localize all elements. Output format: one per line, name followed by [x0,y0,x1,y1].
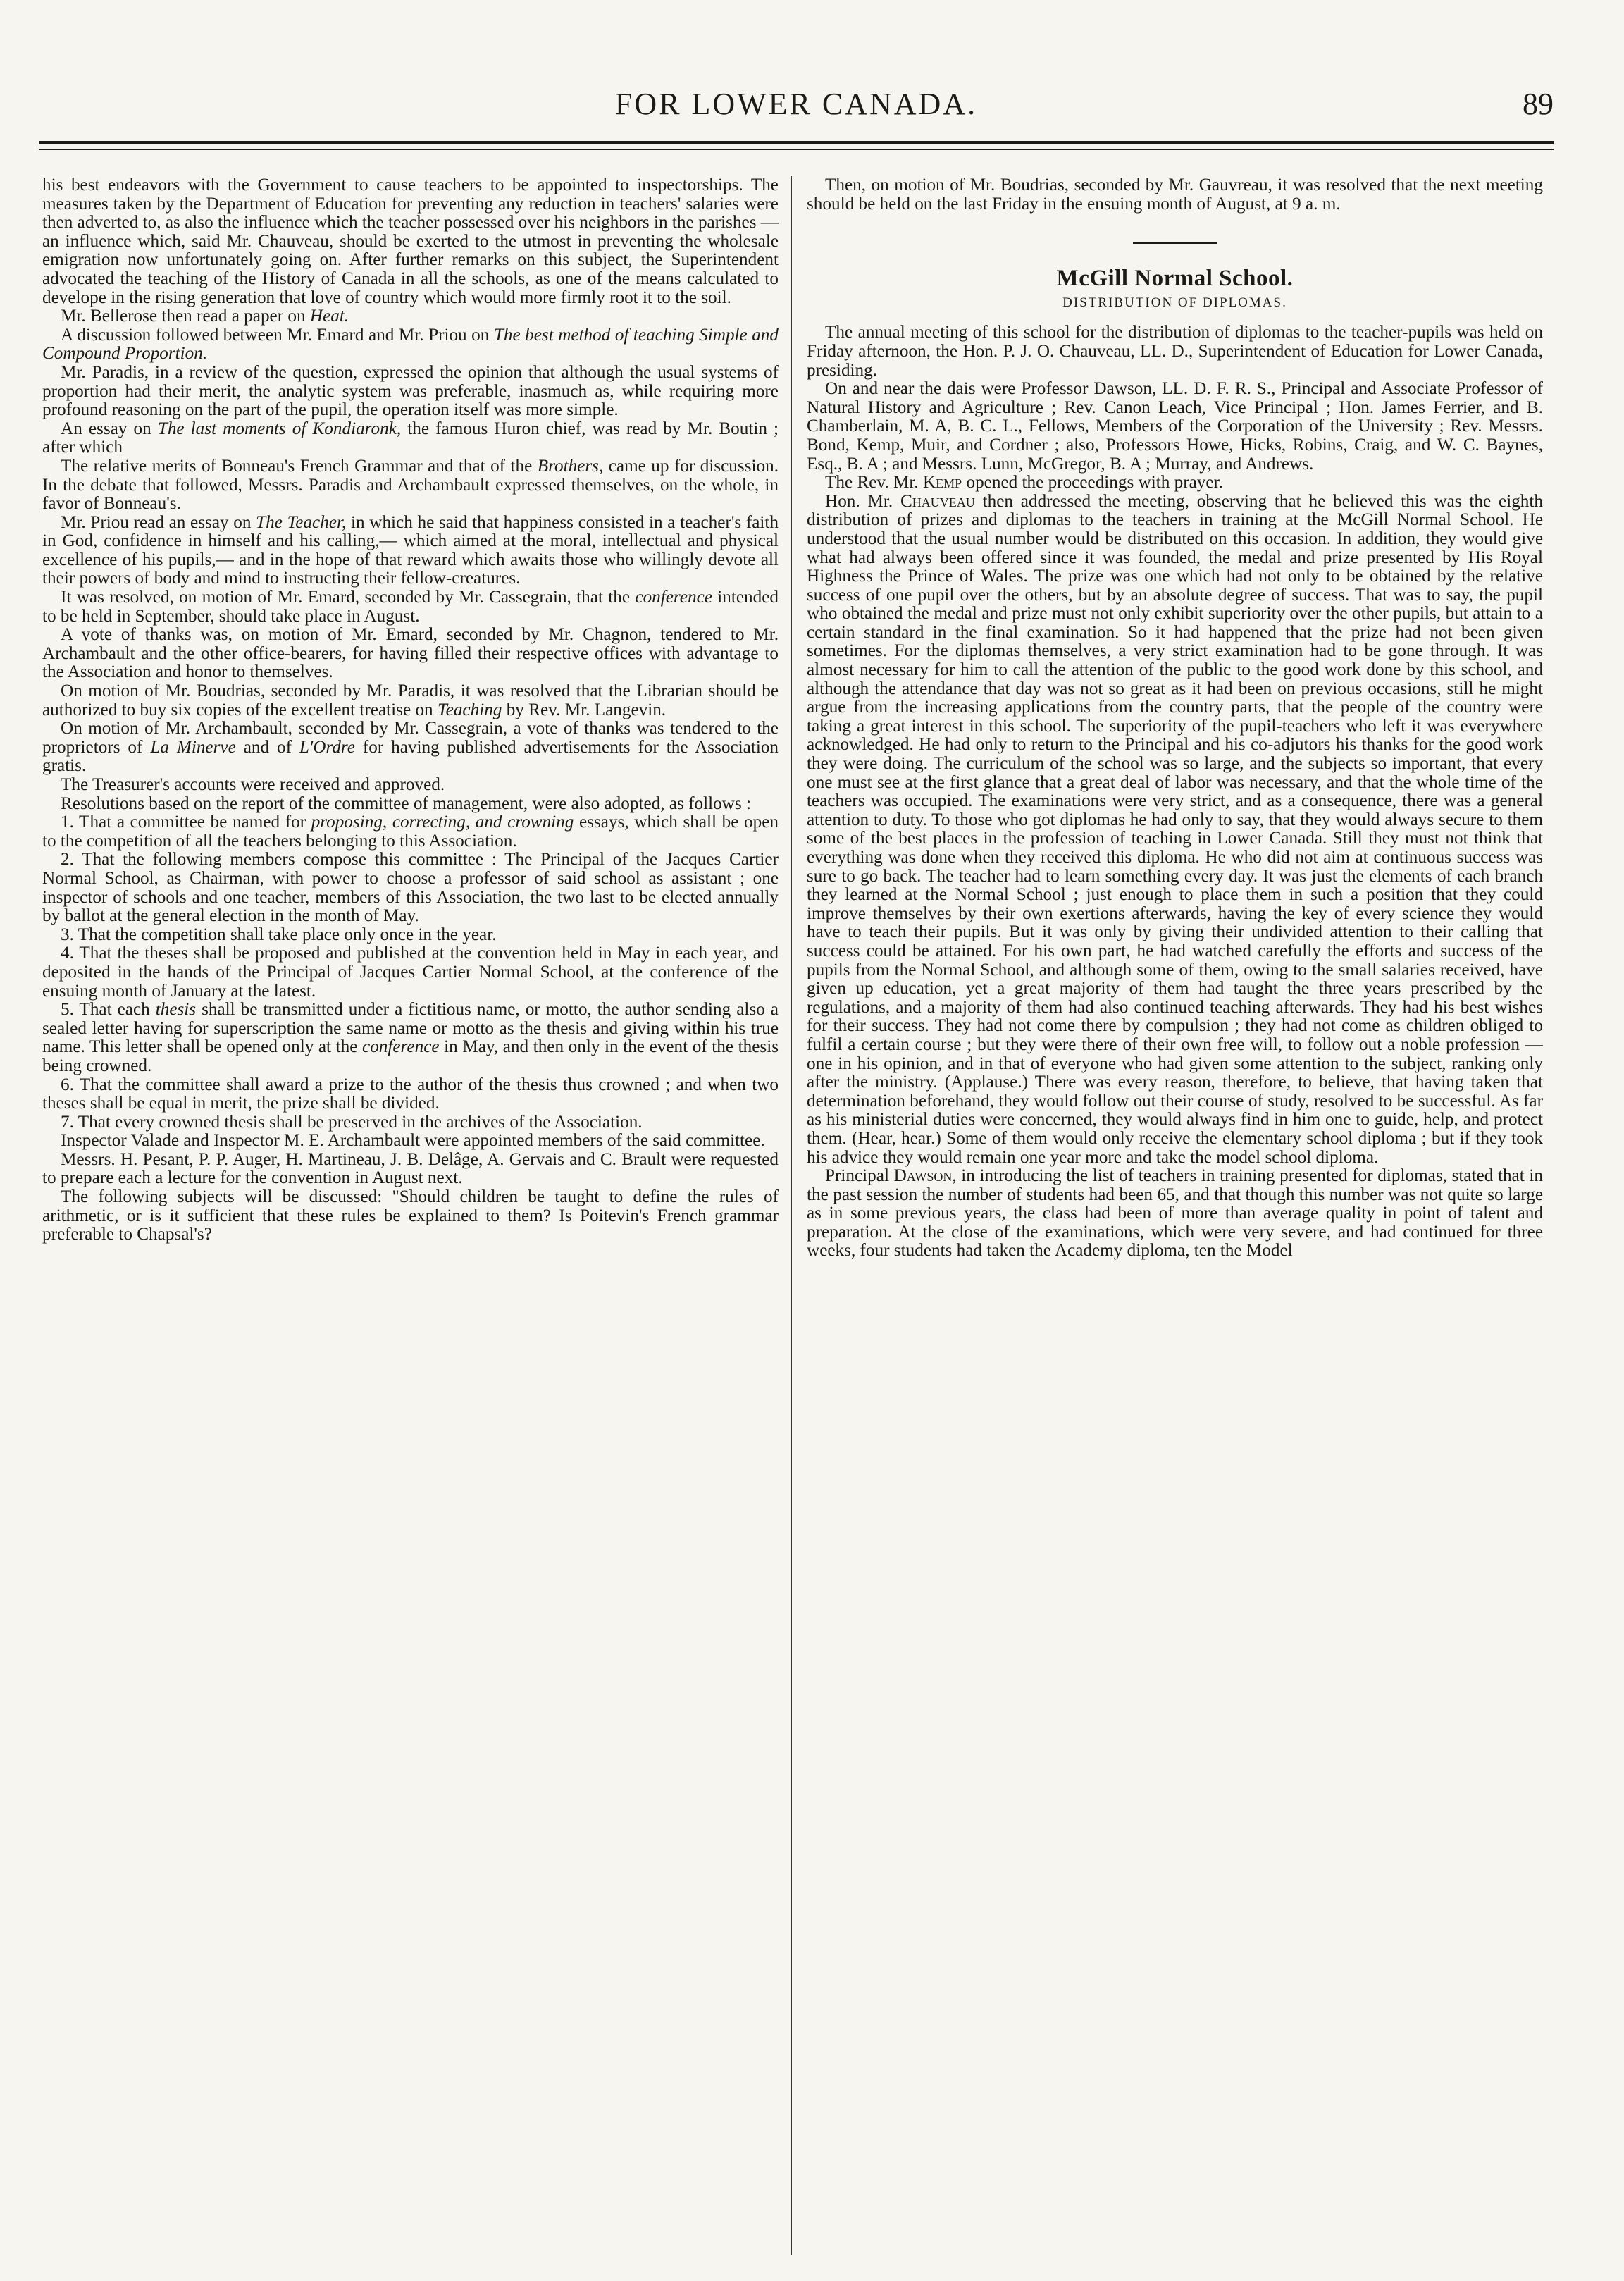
paragraph: A discussion followed between Mr. Emard and Mr. Priou on The best method of teaching Simple and Compound Proportion. [42,325,779,364]
paragraph: Mr. Priou read an essay on The Teacher, in which he said that happiness consisted in a teacher's faith in God, confidence in himself and his calling,— which aimed at the moral, intellectual and physical excellence of his pupils,— and in the hope of that reward which awaits those who willingly devote all their powers of body and mind to instructing their fellow-creatures. [42,512,779,588]
left-column [42,176,779,2255]
paragraph: An essay on The last moments of Kondiaronk, the famous Huron chief, was read by Mr. Boutin ; after which [42,419,779,457]
section-title: McGill Normal School. [1056,266,1294,292]
paragraph: Hon. Mr. Chauveau then addressed the meeting, observing that he believed this was the eighth distribution of prizes and diplomas to the teachers in training at the McGill Normal School. He understood that the usual number would be distributed on this occasion. In addition, they would give what had always been offered since it was founded, the medal and prize presented by His Royal Highness the Prince of Wales. The prize was one which had not only to be obtained by the relative success of one pupil over the others, but by an absolute degree of success. That was to say, the pupil who obtained the medal and prize must not only exhibit superiority over the other pupils, but attain to a certain standard in the final examination. So it had happened that the prize had not been given sometimes. For the diplomas themselves, a very strict examination had to be gone through. It was almost necessary for him to call the attention of the public to the good work done by this school, and although the attendance that day was not so great as it had been on previous occasions, still he might argue from the increasing applications from the country parts, that the people of the country were taking a great interest in this school. The superiority of the pupil-teachers who left it was everywhere acknowledged. He had only to return to the Principal and his co-adjutors his thanks for the good work they were doing. The curriculum of the school was so large, and the subjects so important, that every one must see at the first glance that a great deal of labor was necessary, and that the whole time of the teachers was occupied. The examinations were very strict, and as a consequence, there was a general attention to duty. To those who got diplomas he had only to say, that they would always secure to them some of the best places in the profession of teaching in Lower Canada. Still they must not think that everything was done when they received this diploma. He who did not aim at continuous success was sure to go back. The teacher had to learn something every day. It was just the elements of each branch they learned at the Normal School ; just enough to place them in such a position that they could improve themselves by their own exertions afterwards, having the key of every science they would have to teach their pupils. But it was only by giving their undivided attention to their calling that success could be attained. For his own part, he had watched carefully the efforts and success of the pupils from the Normal School, and although some of them, owing to the small salaries received, have given up education, yet a great majority of them had taught the three years prescribed by the regulations, and a majority of them had also continued teaching afterwards. They had his best wishes for their success. They had not come there by compulsion ; they had not come as children obliged to fulfil a certain course ; but they were there of their own free will, to follow out a noble profession —one in his opinion, and in that of everyone who had given some attention to the subject, ranking only after the ministry. (Applause.) There was every reason, therefore, to believe, that having taken that determination beforehand, they would follow out their course of study, resolved to be successful. As far as his ministerial duties were concerned, they would always find in him one to guide, help, and protect them. (Hear, hear.) Some of them would only receive the elementary school diploma ; but if they took his advice they would remain one year more and take the model school diploma. [807,491,1543,1167]
running-header [39,78,1554,134]
resolution-item: 1. That a committee be named for proposing, correcting, and crowning essays, which shall be open to the competition of all the teachers belonging to this Association. [42,812,779,851]
resolution-item: 6. That the committee shall award a prize to the author of the thesis thus crowned ; and when two theses shall be equal in merit, the prize shall be divided. [42,1075,779,1113]
paragraph: The annual meeting of this school for the distribution of diplomas to the teacher-pupils was held on Friday afternoon, the Hon. P. J. O. Chauveau, LL. D., Superintendent of Education for Lower Canada, presiding. [807,323,1543,380]
header-rule-thin [39,149,1554,150]
paragraph: Resolutions based on the report of the committee of management, were also adopted, as follows : [61,793,751,813]
resolution-item: 3. That the competition shall take place only once in the year. [61,925,497,944]
paragraph: Inspector Valade and Inspector M. E. Archambault were appointed members of the said committee. [61,1131,765,1151]
paragraph: Then, on motion of Mr. Boudrias, seconded by Mr. Gauvreau, it was resolved that the next meeting should be held on the last Friday in the ensuing month of August, at 9 a. m. [807,176,1543,214]
section-separator [1133,242,1217,244]
paragraph: Mr. Paradis, in a review of the question, expressed the opinion that although the usual systems of proportion had their merit, the analytic system was preferable, inasmuch as, while requiring more profound reasoning on the part of the pupil, the operation itself was more simple. [42,362,779,420]
header-rule-thick [39,141,1554,144]
paragraph: The relative merits of Bonneau's French Grammar and that of the Brothers, came up for discussion. In the debate that followed, Messrs. Paradis and Archambault expressed themselves, on the whole, in favor of Bonneau's. [42,456,779,514]
paragraph: Messrs. H. Pesant, P. P. Auger, H. Martineau, J. B. Delâge, A. Gervais and C. Brault were requested to prepare each a lecture for the convention in August next. [42,1149,779,1188]
paragraph: Mr. Bellerose then read a paper on Heat. [61,307,349,326]
paragraph: Principal Dawson, in introducing the list of teachers in training presented for diplomas, stated that in the past session the number of students had been 65, and that though this number was not quite so large as in some previous years, the class had been of more than average quality in point of talent and preparation. At the close of the examinations, which were very severe, and had continued for three weeks, four students had taken the Academy diploma, ten the Model [807,1166,1543,1261]
section-subtitle: DISTRIBUTION OF DIPLOMAS. [1062,295,1287,310]
paragraph: On motion of Mr. Boudrias, seconded by Mr. Paradis, it was resolved that the Librarian should be authorized to buy six copies of the excellent treatise on Teaching by Rev. Mr. Langevin. [42,681,779,719]
resolution-item: 7. That every crowned thesis shall be preserved in the archives of the Association. [61,1112,643,1132]
resolution-item: 2. That the following members compose this committee : The Principal of the Jacques Cartier Normal School, as Chairman, with power to choose a professor of said school as assistant ; one inspector of schools and one teacher, members of this Association, the two last to be elected annually by ballot at the general election in the month of May. [42,850,779,926]
page-number: 89 [1523,87,1554,121]
paragraph: The Rev. Mr. Kemp opened the proceedings with prayer. [825,473,1223,493]
paragraph: The following subjects will be discussed: "Should children be taught to define the rules of arithmetic, or is it sufficient that these rules be explained to them? Is Poitevin's French grammar preferable to Chapsal's? [42,1187,779,1244]
column-divider [791,176,792,2255]
running-title: FOR LOWER CANADA. [614,87,978,121]
paragraph: On motion of Mr. Archambault, seconded by Mr. Cassegrain, a vote of thanks was tendered to the proprietors of La Minerve and of L'Ordre for having published advertisements for the Association gratis. [42,719,779,776]
paragraph: On and near the dais were Professor Dawson, LL. D. F. R. S., Principal and Associate Professor of Natural History and Agriculture ; Rev. Canon Leach, Vice Principal ; Hon. James Ferrier, and B. Chamberlain, M. A, B. C. L., Fellows, Members of the Corporation of the University ; Rev. Messrs. Bond, Kemp, Muir, and Cordner ; also, Professors Howe, Hicks, Robins, Craig, and W. C. Baynes, Esq., B. A ; and Messrs. Lunn, McGregor, B. A ; Murray, and Andrews. [807,379,1543,474]
paragraph: It was resolved, on motion of Mr. Emard, seconded by Mr. Cassegrain, that the conference intended to be held in September, should take place in August. [42,588,779,626]
resolution-item: 5. That each thesis shall be transmitted under a fictitious name, or motto, the author sending also a sealed letter having for superscription the same name or motto as the thesis and giving within his true name. This letter shall be opened only at the conference in May, and then only in the event of the thesis being crowned. [42,1000,779,1075]
paragraph: The Treasurer's accounts were received and approved. [61,775,445,794]
right-column [807,176,1543,2255]
resolution-item: 4. That the theses shall be proposed and published at the convention held in May in each year, and deposited in the hands of the Principal of Jacques Cartier Normal School, at the conference of the ensuing month of January at the latest. [42,944,779,1001]
paragraph: his best endeavors with the Government to cause teachers to be appointed to inspectorships. The measures taken by the Department of Education for preventing any reduction in teachers' salaries were then adverted to, as also the influence which the teacher possessed over his neighbors in the parishes — an influence which, said Mr. Chauveau, should be exerted to the utmost in preventing the wholesale emigration now unfortunately going on. After further remarks on this subject, the Superintendent advocated the teaching of the History of Canada in all the schools, as one of the means calculated to develope in the rising generation that love of country which would more firmly root it to the soil. [42,176,779,307]
paragraph: A vote of thanks was, on motion of Mr. Emard, seconded by Mr. Chagnon, tendered to Mr. Archambault and the other office-bearers, for having filled their respective offices with advantage to the Association and honor to themselves. [42,625,779,682]
